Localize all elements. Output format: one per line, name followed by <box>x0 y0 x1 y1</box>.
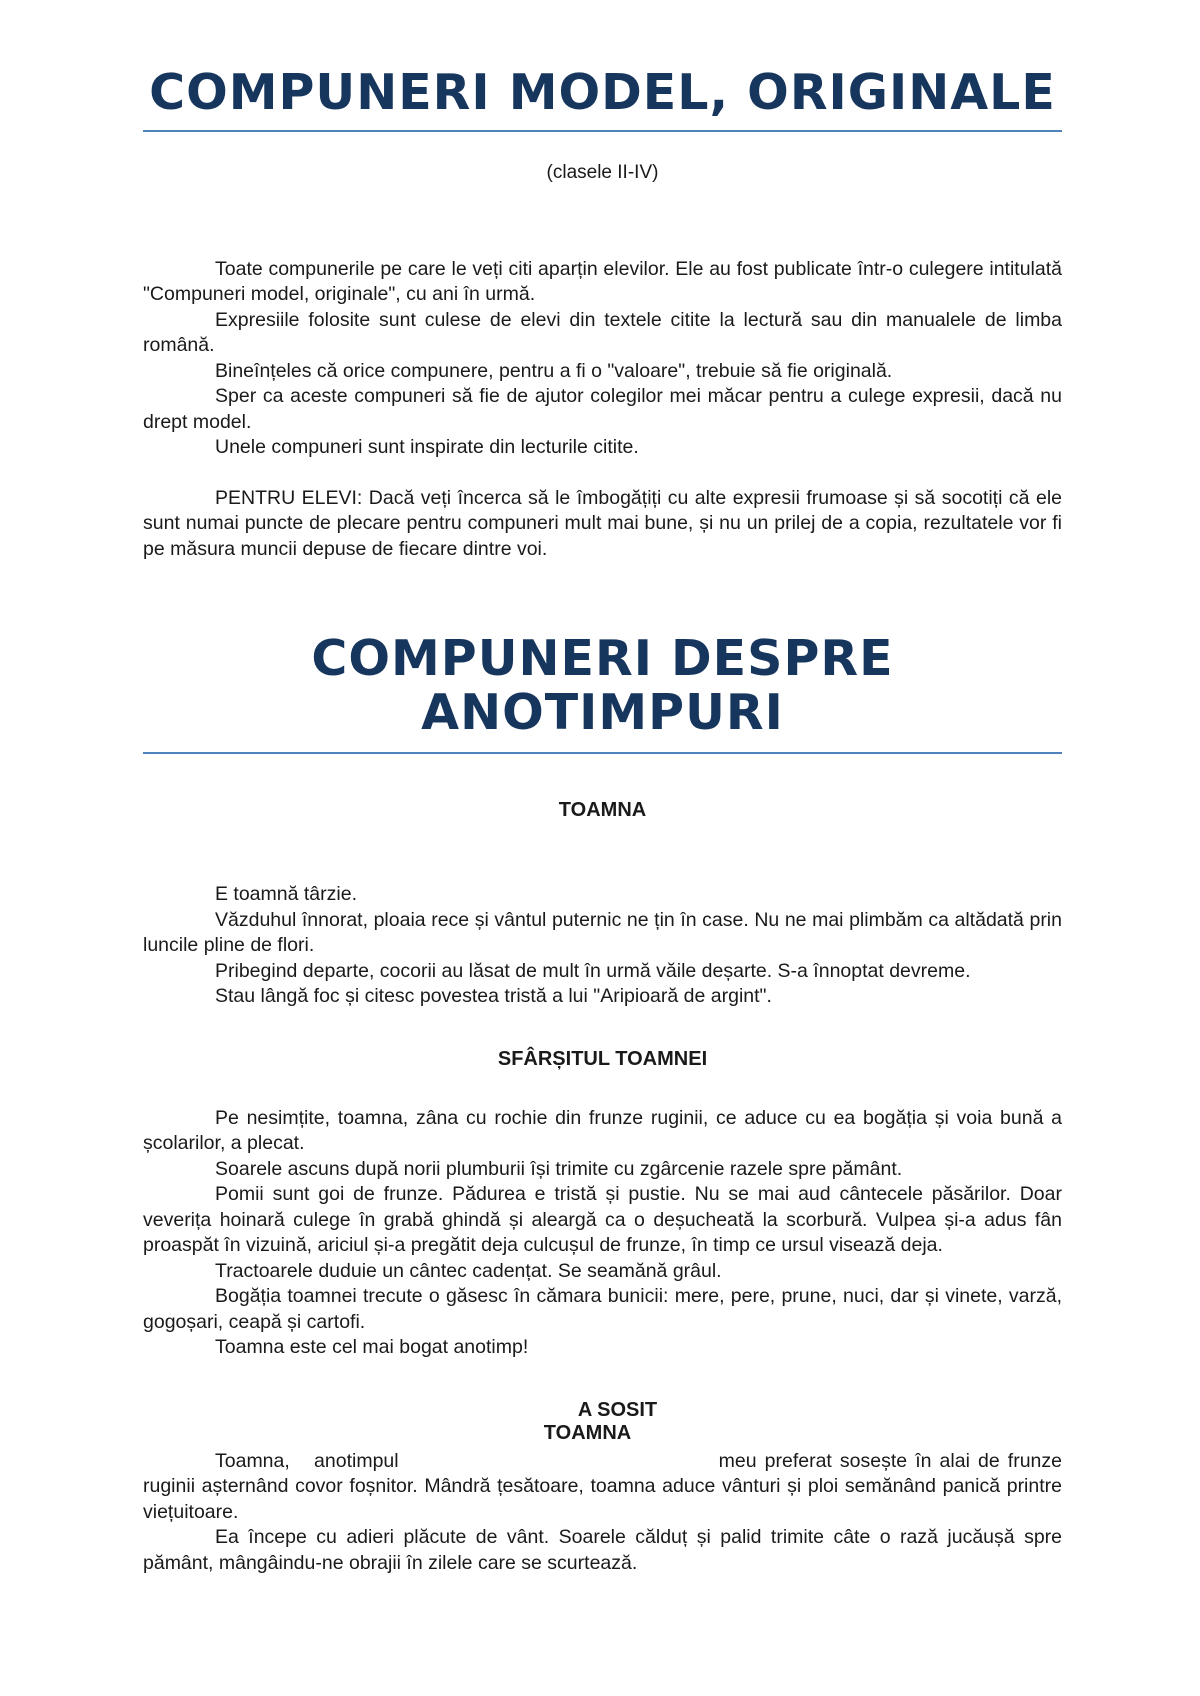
essay-paragraph: Toamna este cel mai bogat anotimp! <box>215 1336 529 1359</box>
essay-paragraph: Stau lângă foc și citesc povestea tristă a lui "Aripioară de argint". <box>215 985 772 1008</box>
intro-paragraph: Toate compunerile pe care le veți citi aparțin elevilor. Ele au fost publicate într-o culegere intitulată "Compuneri model, originale", cu ani în urmă. <box>143 257 1062 306</box>
essay-heading-line2: TOAMNA <box>543 1421 632 1444</box>
intro-paragraph: Unele compuneri sunt inspirate din lecturile citite. <box>215 436 639 459</box>
document-body <box>143 0 1062 1576</box>
essay-toamna <box>143 799 1062 1010</box>
intro-paragraph: Bineînțeles că orice compunere, pentru a fi o "valoare", trebuie să fie originală. <box>215 359 893 382</box>
essay-paragraph: Pe nesimțite, toamna, zâna cu rochie din frunze ruginii, ce aduce cu ea bogăția și voia bună a școlarilor, a plecat. <box>143 1106 1062 1155</box>
essay-a-sosit-toamna <box>143 1399 1062 1577</box>
essay-heading-line1: A SOSIT <box>577 1398 658 1421</box>
essay-heading: SFÂRȘITUL TOAMNEI <box>497 1047 708 1070</box>
essay-sfarsitul-toamnei <box>143 1048 1062 1361</box>
essay-paragraph: Văzduhul înnorat, ploaia rece și vântul puternic ne țin în case. Nu ne mai plimbăm ca altădată prin luncile pline de flori. <box>143 908 1062 957</box>
essay-paragraph: Tractoarele duduie un cântec cadențat. Se seamănă grâul. <box>215 1259 722 1282</box>
document-title: COMPUNERI MODEL, ORIGINALE <box>149 64 1056 121</box>
section-title: COMPUNERI DESPRE ANOTIMPURI <box>311 630 894 742</box>
subtitle: (clasele II-IV) <box>546 161 659 183</box>
intro-section <box>143 257 1062 563</box>
paragraph-start: Toamna, anotimpul <box>215 1449 399 1472</box>
essay-paragraph: Pribegind departe, cocorii au lăsat de mult în urmă văile deșarte. S-a înnoptat devreme. <box>215 959 971 982</box>
essay-paragraph <box>143 1449 1062 1526</box>
essay-heading: TOAMNA <box>558 799 647 822</box>
essay-paragraph: Pomii sunt goi de frunze. Pădurea e tristă și pustie. Nu se mai aud cântecele păsărilor. Doar veverița hoinară culege în grabă ghindă și aleargă ca o deșucheată la scorbură. Vulpea și-a adus fân proaspăt în vizuină, ariciul și-a pregătit deja culcușul de frunze, în timp ce ursul visează deja. <box>143 1183 1062 1257</box>
intro-paragraph: Sper ca aceste compuneri să fie de ajutor colegilor mei măcar pentru a culege expresii, dacă nu drept model. <box>143 385 1062 433</box>
essay-paragraph: Ea începe cu adieri plăcute de vânt. Soarele călduț și palid trimite câte o rază jucăușă spre pământ, mângâindu-ne obrajii în zilele care se scurtează. <box>143 1526 1062 1574</box>
note-for-students: PENTRU ELEVI: Dacă veți încerca să le îmbogățiți cu alte expresii frumoase și să socotiți că ele sunt numai puncte de plecare pentru compuneri mult mai bune, și nu un prilej de a copia, rezultatele vor fi pe măsura muncii depuse de fiecare dintre voi. <box>143 486 1062 560</box>
essay-paragraph: E toamnă târzie. <box>215 883 357 906</box>
essay-paragraph: Soarele ascuns după norii plumburii își trimite cu zgârcenie razele spre pământ. <box>215 1157 903 1180</box>
paragraph-rest: meu preferat sosește în alai de frunze ruginii așternând covor foșnitor. Mândră țesătoare, toamna aduce vânturi și ploi semănând panică printre viețuitoare. <box>143 1449 1062 1523</box>
intro-paragraph: Expresiile folosite sunt culese de elevi din textele citite la lectură sau din manualele de limba română. <box>143 308 1062 357</box>
essay-paragraph: Bogăția toamnei trecute o găsesc în cămara bunicii: mere, pere, prune, nuci, dar și vinete, varză, gogoșari, ceapă și cartofi. <box>143 1285 1062 1333</box>
